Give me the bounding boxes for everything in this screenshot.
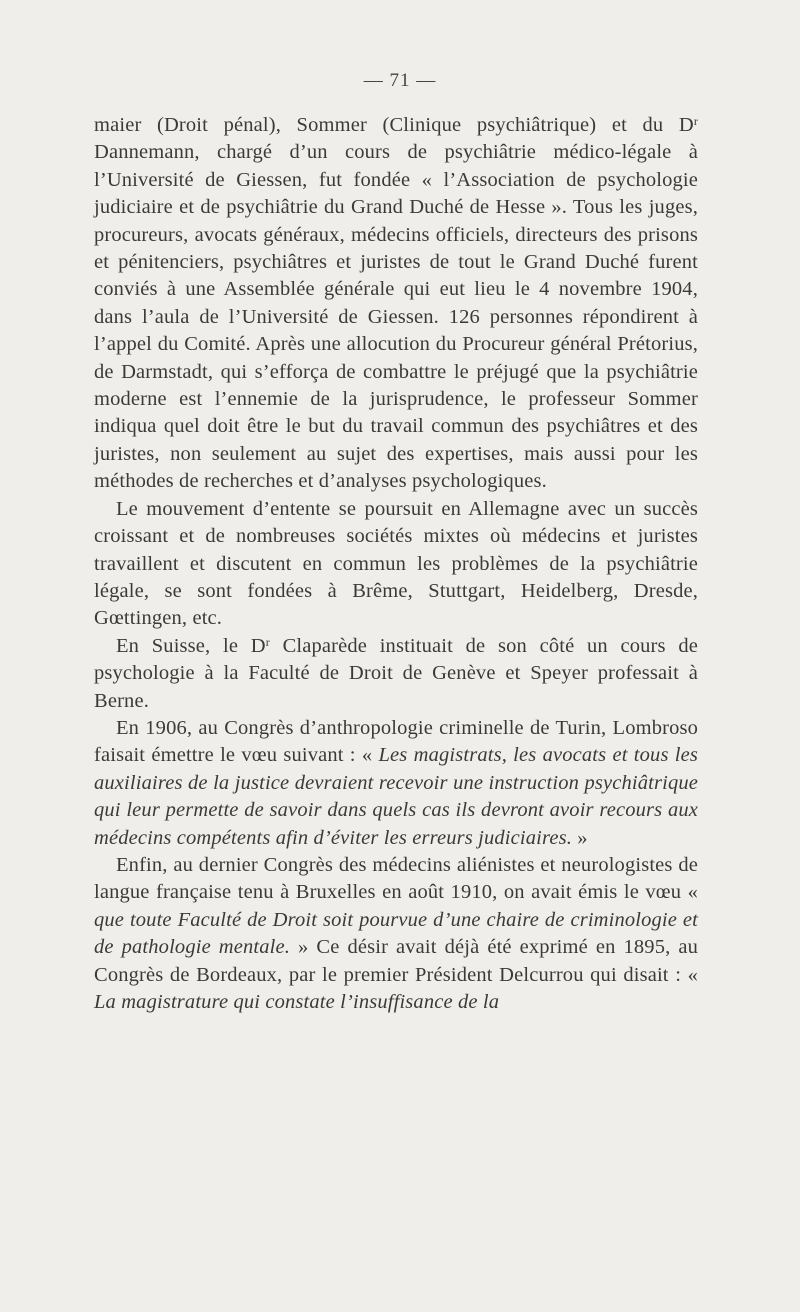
text-run: En 1906, au Congrès d’anthropologie criminelle de Turin, Lombroso faisait émettre le vœu suivant : « <box>94 716 698 767</box>
italic-text: La magistrature qui constate l’insuffisance de la <box>94 991 500 1013</box>
page-number: — 71 — <box>363 70 437 91</box>
text-run: Dannemann, chargé d’un cours de psychiâtrie médico-légale à l’Université de Giessen, fut fondée « l’Association de psychologie judiciaire et de psychiâtrie du Grand Duché de Hesse ». Tous les juges, procureurs, avocats généraux, médecins officiels, directeurs des prisons et pénitenciers, psychiâtres et juristes de tout le Grand Duché furent conviés à une Assemblée générale qui eut lieu le 4 novembre 1904, dans l’aula de l’Université de Giessen. 126 personnes répondirent à l’appel du Comité. Après une allocution du Procureur général Prétorius, de Darmstadt, qui s’efforça de combattre le préjugé que la psychiâtrie moderne est l’ennemie de la jurisprudence, le professeur Sommer indiqua quel doit être le but du travail commun des psychiâtres et des juristes, non seulement au sujet des expertises, mais aussi pour les méthodes de recherches et d’analyses psychologiques. <box>94 141 698 493</box>
superscript: r <box>265 634 270 649</box>
paragraph-2 <box>94 496 698 633</box>
text-run: En Suisse, le D <box>116 634 266 657</box>
text-run: maier (Droit pénal), Sommer (Clinique psychiâtrique) et du D <box>94 114 694 136</box>
text-run: Claparède instituait de son côté un cours de psychologie à la Faculté de Droit de Genève et Speyer professait à Berne. <box>94 634 698 712</box>
body-text <box>94 112 698 1016</box>
superscript: r <box>693 114 698 128</box>
text-run: » Ce désir avait déjà été exprimé en 1895, au Congrès de Bordeaux, par le premier Président Delcurrou qui disait : « <box>94 936 698 986</box>
paragraph-1 <box>94 112 698 496</box>
paragraph-4 <box>94 715 698 852</box>
paragraph-5 <box>94 852 698 1016</box>
paragraph-3 <box>94 633 698 715</box>
text-run: Le mouvement d’entente se poursuit en Allemagne avec un succès croissant et de nombreuses sociétés mixtes où médecins et juristes travaillent et discutent en commun les problèmes de la psychiâtrie légale, se sont fondées à Brême, Stuttgart, Heidelberg, Dresde, Gœttingen, etc. <box>94 497 698 630</box>
text-run: Enfin, au dernier Congrès des médecins aliénistes et neurologistes de langue française tenu à Bruxelles en août 1910, on avait émis le vœu « <box>94 853 698 904</box>
text-run: » <box>572 826 588 849</box>
italic-text: Les magistrats, les avocats et tous les auxiliaires de la justice devraient recevoir une instruction psychiâtrique qui leur permette de savoir dans quels cas ils devront avoir recours aux médecins compétents afin d’éviter les erreurs judiciaires. <box>94 744 698 849</box>
italic-text: que toute Faculté de Droit soit pourvue d’une chaire de criminologie et de pathologie mentale. <box>94 908 698 959</box>
